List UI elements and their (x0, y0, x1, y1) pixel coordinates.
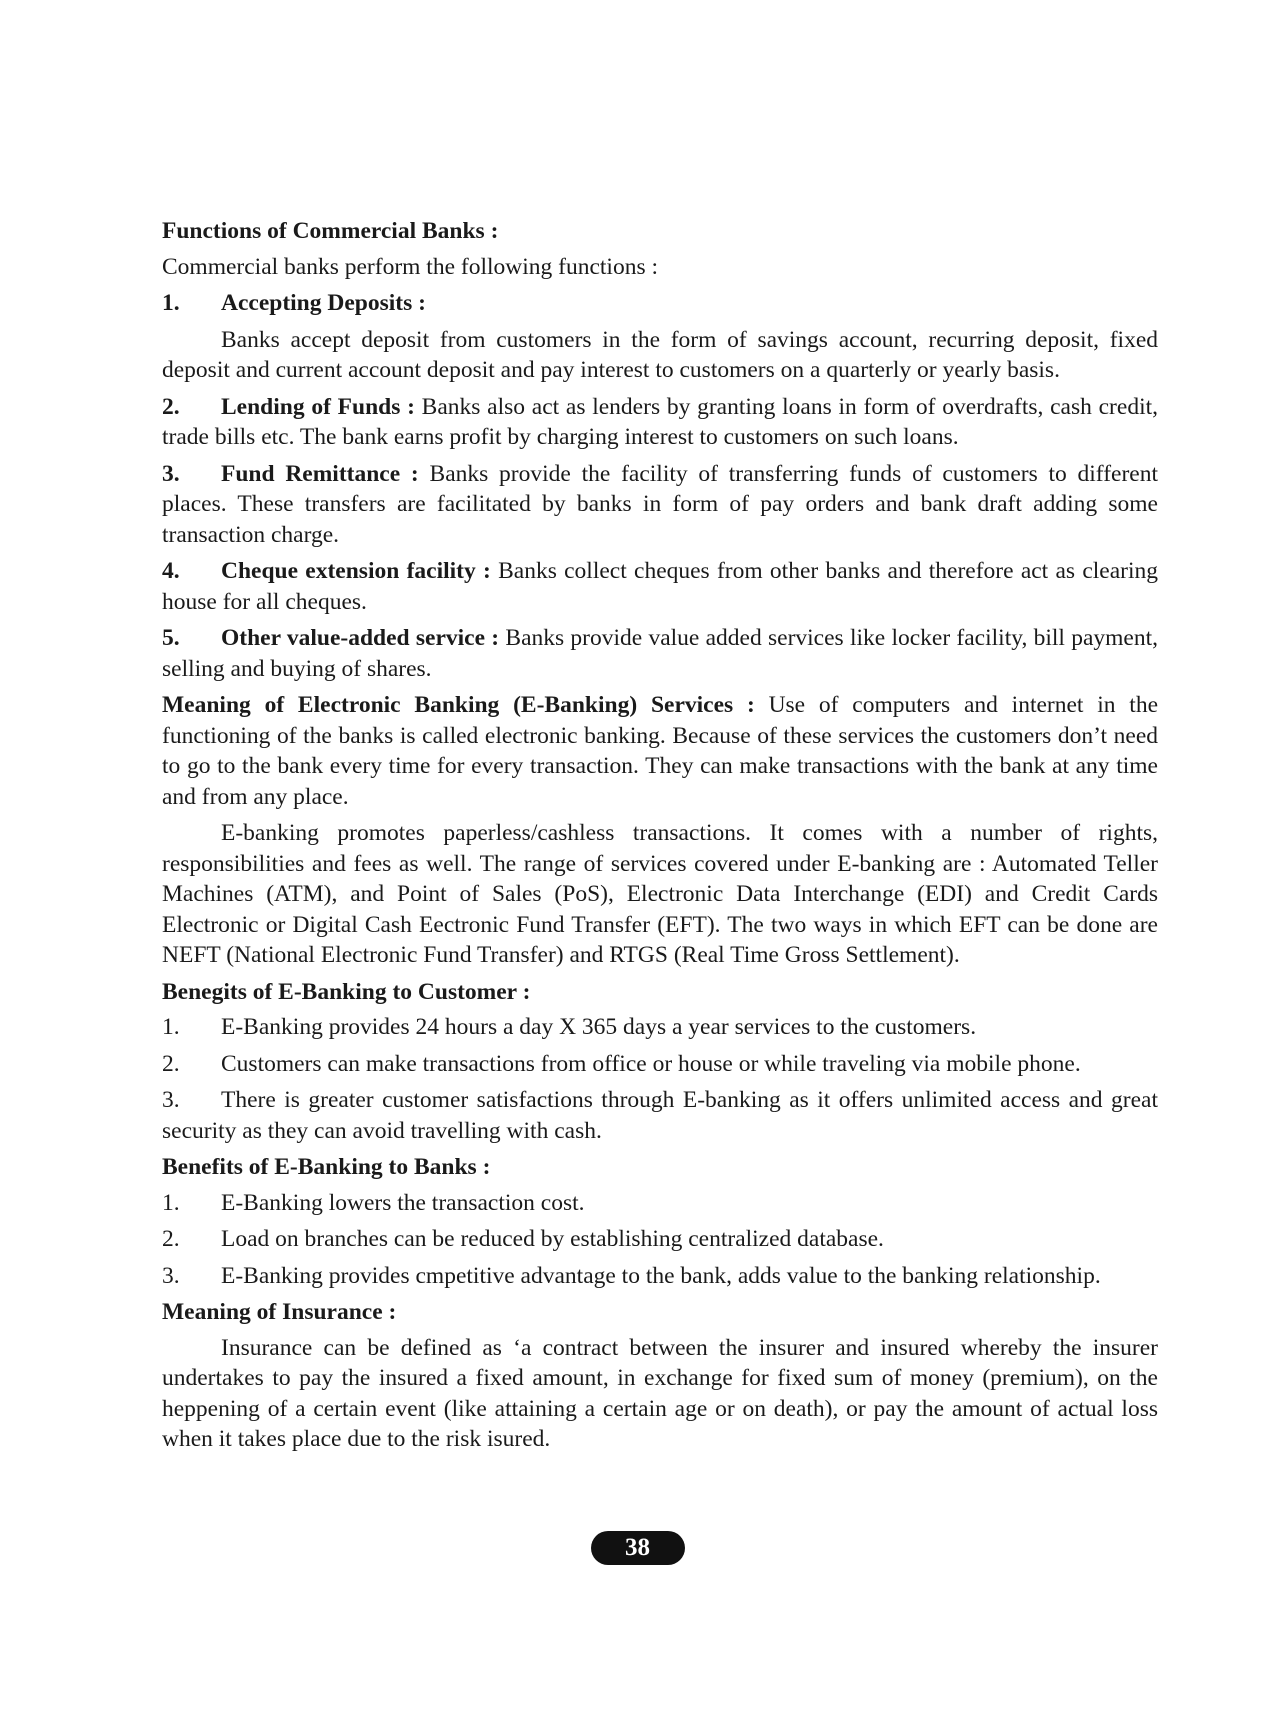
insurance-heading: Meaning of Insurance : (162, 1299, 397, 1325)
customer-benefit-1 (162, 1012, 1158, 1043)
item-title: Lending of Funds : (221, 393, 415, 420)
bank-benefit-2 (162, 1224, 1158, 1255)
item-number: 1. (162, 1014, 180, 1040)
function-item-2 (162, 392, 1158, 453)
item-number: 1. (162, 1189, 180, 1216)
function-item-3 (162, 459, 1158, 551)
item-title: Other value-added service : (221, 625, 500, 651)
function-item-4 (162, 556, 1158, 617)
item-title: Fund Remittance : (221, 460, 419, 487)
item-number: 3. (162, 460, 180, 487)
ebanking-body: Use of computers and internet in the functioning of the banks is called electronic banking. Because of these services the customers don’t need to go to the bank every time for every transaction. They can make transactions with the bank at any time and from any place. (162, 692, 1158, 810)
page-footer (0, 1531, 1275, 1565)
item-number: 3. (162, 1262, 180, 1289)
item-number: 2. (162, 1050, 180, 1077)
customer-benefits-heading: Benegits of E-Banking to Customer : (162, 978, 531, 1005)
page-number-badge: 38 (591, 1531, 685, 1565)
item-text: E-Banking provides 24 hours a day X 365 days a year services to the customers. (221, 1014, 977, 1040)
item-body: Banks collect cheques from other banks and therefore act as clearing house for all cheques. (162, 558, 1158, 615)
item-number: 2. (162, 393, 180, 420)
item-number: 4. (162, 558, 180, 584)
ebanking-paragraph (162, 690, 1158, 812)
item-number: 1. (162, 290, 180, 316)
function-item-1-heading (162, 288, 1158, 319)
item-text: Customers can make transactions from office or house or while traveling via mobile phone. (221, 1050, 1081, 1077)
item-number: 3. (162, 1087, 180, 1113)
ebanking-paragraph-2: E-banking promotes paperless/cashless transactions. It comes with a number of rights, responsibilities and fees as well. The range of services covered under E-banking are : Automated Teller Machines (ATM), and Point of Sales (PoS), Electronic Data Interchange (EDI) and Credit Cards Electronic or Digital Cash Eectronic Fund Transfer (EFT). The two ways in which EFT can be done are NEFT (National Electronic Fund Transfer) and RTGS (Real Time Gross Settlement). (162, 820, 1158, 968)
functions-heading: Functions of Commercial Banks : (162, 218, 499, 244)
item-body: Banks provide the facility of transferring funds of customers to different places. These transfers are facilitated by banks in form of pay orders and bank draft adding some transaction charge. (162, 460, 1158, 548)
bank-benefit-3 (162, 1261, 1158, 1292)
customer-benefit-3 (162, 1085, 1158, 1146)
item-body: Banks also act as lenders by granting loans in form of overdrafts, cash credit, trade bills etc. The bank earns profit by charging interest to customers on such loans. (162, 393, 1158, 450)
item-text: There is greater customer satisfactions through E-banking as it offers unlimited access and great security as they can avoid travelling with cash. (162, 1087, 1158, 1144)
item-text: E-Banking provides cmpetitive advantage to the bank, adds value to the banking relationship. (221, 1262, 1101, 1289)
function-item-5 (162, 623, 1158, 684)
customer-benefit-2 (162, 1049, 1158, 1080)
functions-intro: Commercial banks perform the following functions : (162, 253, 659, 280)
item-title: Cheque extension facility : (221, 558, 491, 584)
page-content (162, 216, 1158, 1461)
item-body: Banks provide value added services like locker facility, bill payment, selling and buying of shares. (162, 625, 1158, 682)
function-item-1-body: Banks accept deposit from customers in the form of savings account, recurring deposit, fixed deposit and current account deposit and pay interest to customers on a quarterly or yearly basis. (162, 326, 1158, 383)
bank-benefit-1 (162, 1188, 1158, 1219)
item-number: 5. (162, 625, 180, 651)
ebanking-heading: Meaning of Electronic Banking (E-Banking) Services : (162, 692, 755, 718)
item-text: Load on branches can be reduced by establishing centralized database. (221, 1226, 884, 1252)
item-text: E-Banking lowers the transaction cost. (221, 1189, 585, 1216)
item-number: 2. (162, 1226, 180, 1252)
bank-benefits-heading: Benefits of E-Banking to Banks : (162, 1154, 491, 1180)
insurance-body: Insurance can be defined as ‘a contract between the insurer and insured whereby the insurer undertakes to pay the insured a fixed amount, in exchange for fixed sum of money (premium), on the heppening of a certain event (like attaining a certain age or on death), or pay the amount of actual loss when it takes place due to the risk isured. (162, 1334, 1158, 1452)
item-title: Accepting Deposits : (221, 290, 426, 316)
